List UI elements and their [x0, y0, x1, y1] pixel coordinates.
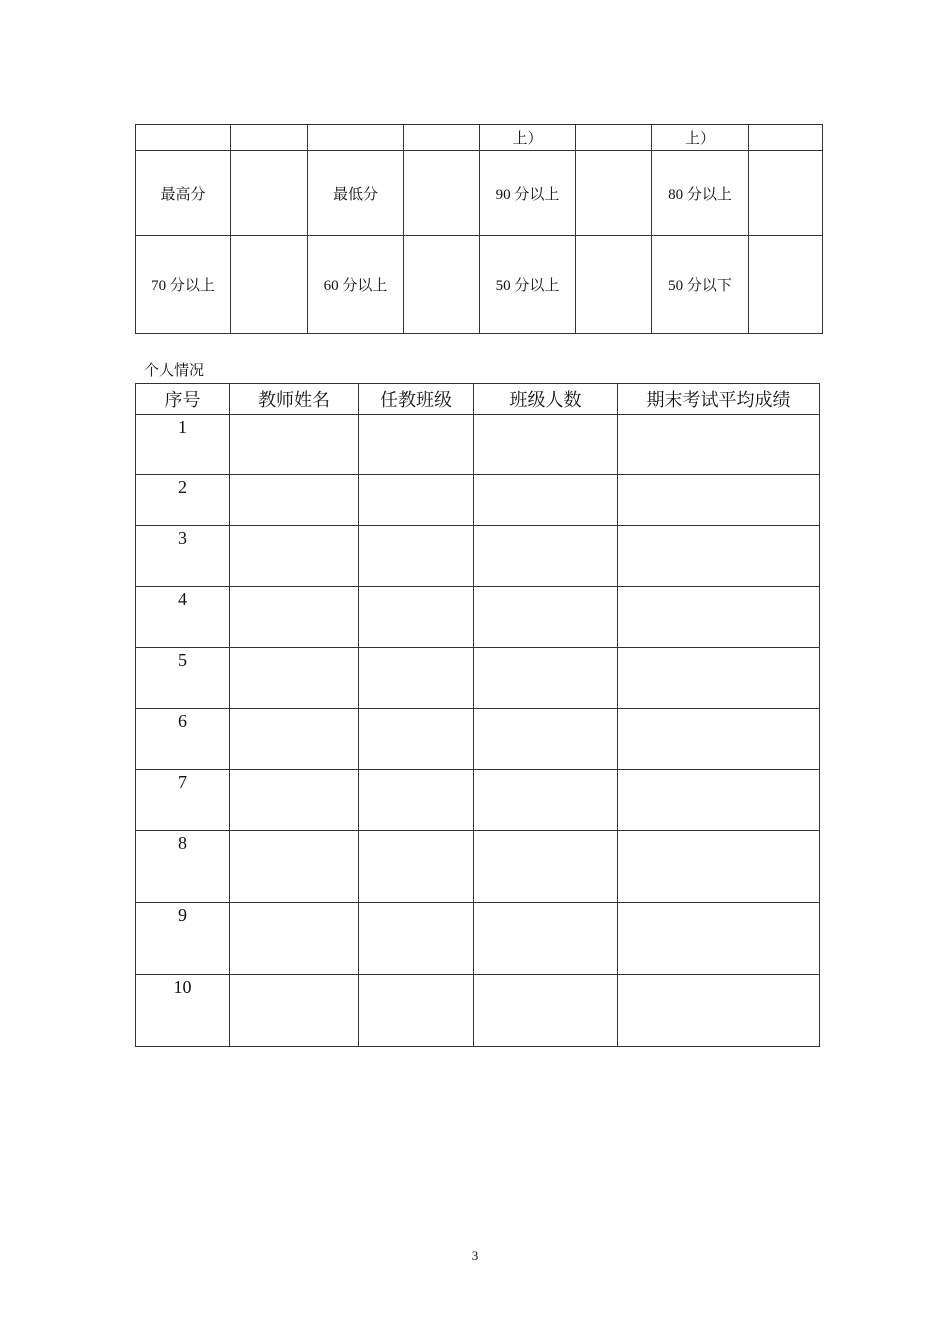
score-value-cell	[231, 151, 308, 236]
row-index: 3	[136, 526, 230, 587]
class-size-cell	[474, 475, 618, 526]
class-cell	[359, 587, 474, 648]
average-score-cell	[618, 587, 820, 648]
class-cell	[359, 831, 474, 903]
table-row	[136, 587, 820, 648]
table-row	[136, 648, 820, 709]
score-value-cell	[576, 151, 652, 236]
table-row	[136, 831, 820, 903]
average-score-cell	[618, 831, 820, 903]
page-number: 3	[471, 1248, 479, 1263]
score-label-cell: 50 分以下	[652, 236, 749, 334]
score-row	[136, 236, 823, 334]
row-index: 1	[136, 415, 230, 475]
row-index: 4	[136, 587, 230, 648]
class-cell	[359, 770, 474, 831]
score-cell	[308, 125, 404, 151]
class-size-cell	[474, 831, 618, 903]
score-stats-table	[135, 124, 823, 334]
teacher-name-cell	[230, 975, 359, 1047]
row-index: 8	[136, 831, 230, 903]
class-size-cell	[474, 709, 618, 770]
score-value-cell	[749, 151, 823, 236]
personal-table	[135, 383, 820, 1047]
teacher-name-cell	[230, 587, 359, 648]
table-row	[136, 415, 820, 475]
teacher-name-cell	[230, 770, 359, 831]
score-cell: 上）	[480, 125, 576, 151]
average-score-cell	[618, 648, 820, 709]
score-value-cell	[576, 236, 652, 334]
score-value-cell	[404, 151, 480, 236]
class-size-cell	[474, 903, 618, 975]
score-label-cell: 最高分	[136, 151, 231, 236]
row-index: 7	[136, 770, 230, 831]
score-cell	[749, 125, 823, 151]
table-header-row	[136, 384, 820, 415]
class-cell	[359, 975, 474, 1047]
teacher-name-cell	[230, 475, 359, 526]
row-index: 6	[136, 709, 230, 770]
average-score-cell	[618, 975, 820, 1047]
score-label-cell: 最低分	[308, 151, 404, 236]
class-size-cell	[474, 415, 618, 475]
average-score-cell	[618, 709, 820, 770]
class-cell	[359, 475, 474, 526]
table-row	[136, 903, 820, 975]
score-label-cell: 80 分以上	[652, 151, 749, 236]
average-score-cell	[618, 903, 820, 975]
section-label-personal: 个人情况	[144, 363, 205, 379]
teacher-name-cell	[230, 526, 359, 587]
header-class-size: 班级人数	[474, 384, 618, 415]
average-score-cell	[618, 475, 820, 526]
table-row	[136, 975, 820, 1047]
header-index: 序号	[136, 384, 230, 415]
class-size-cell	[474, 526, 618, 587]
score-cell	[576, 125, 652, 151]
score-row	[136, 151, 823, 236]
score-value-cell	[231, 236, 308, 334]
row-index: 10	[136, 975, 230, 1047]
row-index: 2	[136, 475, 230, 526]
teacher-name-cell	[230, 831, 359, 903]
score-label-cell: 90 分以上	[480, 151, 576, 236]
header-average-score: 期末考试平均成绩	[618, 384, 820, 415]
class-cell	[359, 903, 474, 975]
header-teacher-name: 教师姓名	[230, 384, 359, 415]
score-label-cell: 70 分以上	[136, 236, 231, 334]
class-size-cell	[474, 587, 618, 648]
class-size-cell	[474, 770, 618, 831]
class-cell	[359, 526, 474, 587]
row-index: 5	[136, 648, 230, 709]
score-cell	[136, 125, 231, 151]
score-value-cell	[404, 236, 480, 334]
table-row	[136, 770, 820, 831]
class-cell	[359, 415, 474, 475]
class-size-cell	[474, 648, 618, 709]
average-score-cell	[618, 415, 820, 475]
score-row	[136, 125, 823, 151]
score-value-cell	[749, 236, 823, 334]
teacher-name-cell	[230, 903, 359, 975]
teacher-name-cell	[230, 709, 359, 770]
teacher-name-cell	[230, 648, 359, 709]
score-cell: 上）	[652, 125, 749, 151]
table-row	[136, 709, 820, 770]
class-cell	[359, 709, 474, 770]
average-score-cell	[618, 770, 820, 831]
score-label-cell: 60 分以上	[308, 236, 404, 334]
row-index: 9	[136, 903, 230, 975]
score-label-cell: 50 分以上	[480, 236, 576, 334]
average-score-cell	[618, 526, 820, 587]
header-class: 任教班级	[359, 384, 474, 415]
score-cell	[404, 125, 480, 151]
class-size-cell	[474, 975, 618, 1047]
score-cell	[231, 125, 308, 151]
table-row	[136, 475, 820, 526]
class-cell	[359, 648, 474, 709]
table-row	[136, 526, 820, 587]
teacher-name-cell	[230, 415, 359, 475]
